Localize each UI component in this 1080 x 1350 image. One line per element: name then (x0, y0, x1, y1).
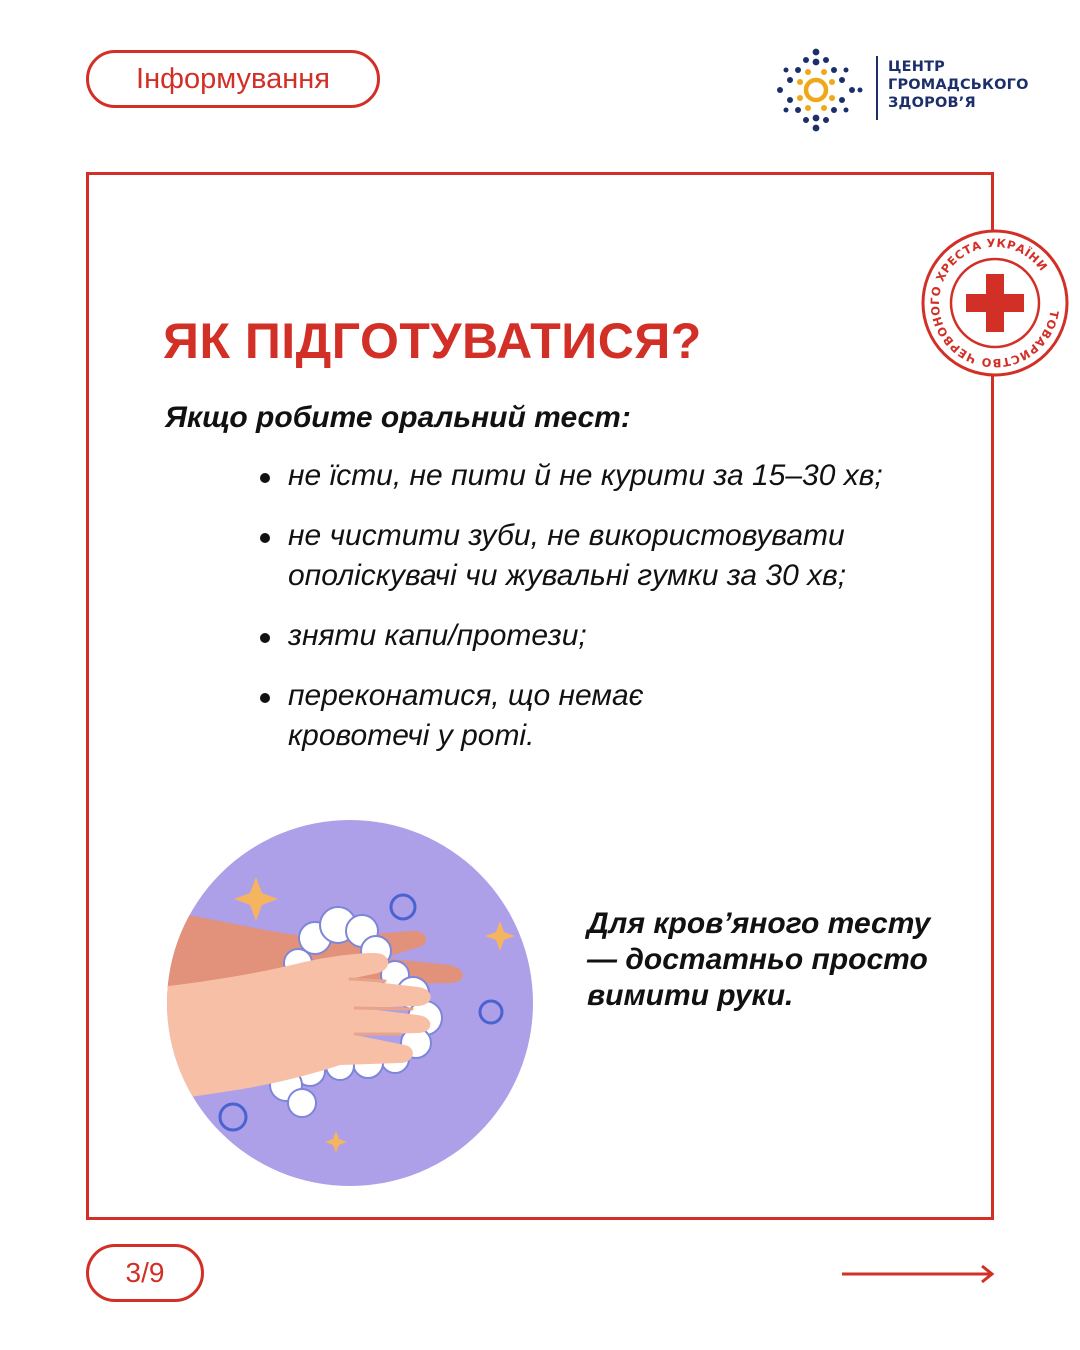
list-item: зняти капи/протези; (258, 616, 958, 656)
preparation-list (258, 456, 958, 776)
list-item: не чистити зуби, не використовувати ополіскувачі чи жувальні гумки за 30 хв; (258, 516, 958, 596)
logo-divider (876, 56, 878, 120)
oral-test-subtitle: Якщо робите оральний тест: (165, 401, 631, 434)
list-item: не їсти, не пити й не курити за 15–30 хв; (258, 456, 958, 496)
logo-line: ГРОМАДСЬКОГО (888, 77, 1029, 93)
hand-washing-illustration (150, 813, 540, 1193)
blood-test-note: Для кров’яного тесту — достатньо просто вимити руки. (587, 907, 931, 1012)
dotted-circle-logo-icon (776, 46, 864, 136)
list-item: переконатися, що немає кровотечі у роті. (258, 676, 708, 756)
seal-text-path: ТОВАРИСТВО ЧЕРВОНОГО ХРЕСТА УКРАЇНИ (927, 235, 1062, 371)
page-title: ЯК ПІДГОТУВАТИСЯ? (163, 313, 702, 369)
red-cross-seal (920, 228, 1070, 378)
logo-text (888, 58, 1038, 112)
logo-line: ЗДОРОВ’Я (888, 95, 976, 111)
arrow-right-icon[interactable] (840, 1262, 1000, 1286)
phc-logo (776, 46, 1029, 136)
logo-line: ЦЕНТР (888, 59, 946, 75)
page-indicator: 3/9 (86, 1244, 204, 1302)
category-badge: Інформування (86, 50, 380, 108)
